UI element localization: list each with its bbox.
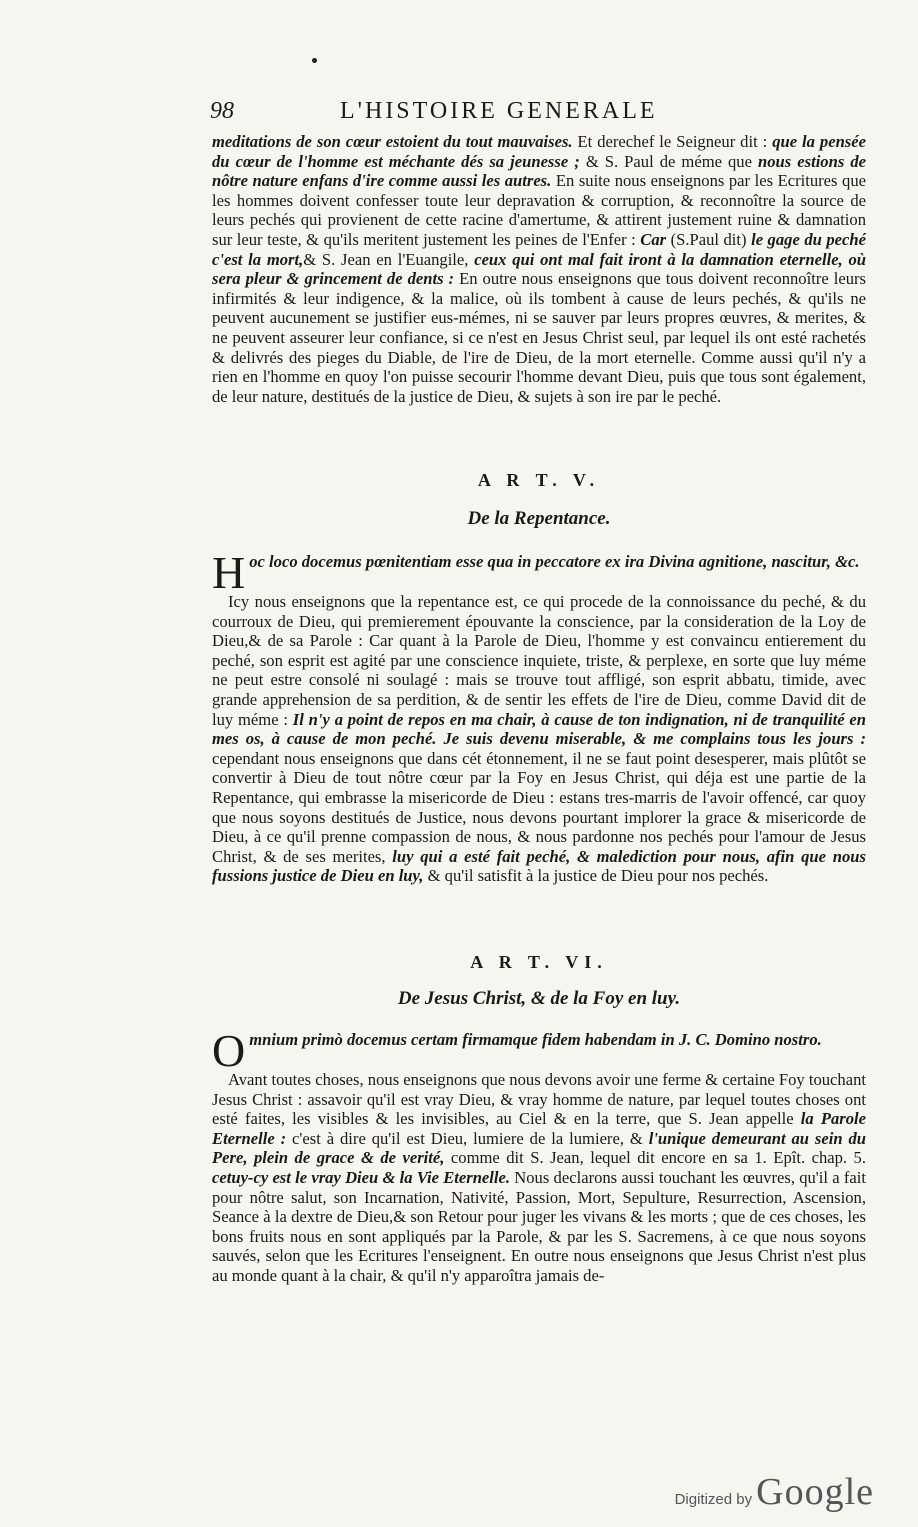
body-text: En outre nous enseignons que tous doivent reconnoître leurs infirmités & leur indigence, & la malice, où ils tombent à cause de leurs pechés, & qu'ils ne peuvent aucunement se justifier eus-mémes, ni se sauver par leurs propres œuvres, & merites, & ne peuvent asseurer leur confiance, si ce n'est en Jesus Christ seul, par lequel ils ont esté rachetés & delivrés des pieges du Diable, de l'ire de Dieu, de la mort eternelle. Comme aussi qu'il n'y a rien en l'homme en quoy l'on puisse secourir l'homme devant Dieu, puis que tous sont également, de leur nature, destitués de la justice de Dieu, & sujets à son ire par le peché. xyxy=(212,269,866,406)
running-title: L'HISTOIRE GENERALE xyxy=(340,98,658,124)
quote: ceux qui ont mal fait iront à la damnation eternelle, où sera pleur & grincement de dents : xyxy=(212,249,866,289)
google-logo: Google xyxy=(756,1471,874,1513)
watermark-prefix: Digitized by xyxy=(674,1491,753,1508)
body-text: & qu'il satisfit à la justice de Dieu pour nos pechés. xyxy=(423,866,769,886)
page-number: 98 xyxy=(210,98,234,124)
quote: que la pensée du cœur de l'homme est méchante dés sa jeunesse ; xyxy=(212,132,866,171)
quote: l'unique demeurant au sein du Pere, plein de grace & de verité, xyxy=(212,1128,866,1168)
article-6-heading: A R T. VI. xyxy=(470,952,608,972)
body-text: & S. Paul de méme que xyxy=(579,151,759,171)
article-6-latin: Omnium primò docemus certam firmamque fidem habendam in J. C. Domino nostro. xyxy=(212,1025,822,1076)
quote: cetuy-cy est le vray Dieu & la Vie Eternelle. xyxy=(212,1167,511,1187)
body-text: c'est à dire qu'il est Dieu, lumiere de la lumiere, & xyxy=(286,1128,649,1148)
article-5-title: De la Repentance. xyxy=(467,508,611,529)
drop-cap: O xyxy=(212,1025,246,1076)
quote: Il n'y a point de repos en ma chair, à cause de ton indignation, ni de tranquilité en mes os, à cause de mon peché. Je suis devenu miserable, & me complains tous les jours : xyxy=(212,709,866,749)
body-text: cependant nous enseignons que dans cét étonnement, il ne se faut point desesperer, mais plûtôt se convertir à Dieu de tout nôtre cœur par la Foy en Jesus Christ, qui déja est une partie de la Repentance, qui embrasse la misericorde de Dieu : estans tres-marris de l'avoir offencé, car quoy que nous soyons destitués de Justice, nous devons pourtant implorer la grace & misericorde de Dieu, à ce qu'il prenne compassion de nous, & nous pardonne nos pechés pour l'amour de Jesus Christ, & de ses merites, xyxy=(212,748,866,866)
body-text: Nous declarons aussi touchant les œuvres, qu'il a fait pour nôtre salut, son Incarnation, Nativité, Passion, Mort, Sepulture, Resurrection, Ascension, Seance à la dextre de Dieu,& son Retour pour juger les vivans & les morts ; que de ces choses, les bons fruits nous en sont appliqués par la Parole, & par les S. Sacremens, à ce que nous soyons sauvés, selon que les Ecritures l'enseignent. En outre nous enseignons que Jesus Christ n'est plus au monde quant à la chair, & qu'il n'y apparoîtra jamais de- xyxy=(212,1167,866,1285)
body-text: Et derechef le Seigneur dit : xyxy=(572,132,773,151)
digitized-watermark xyxy=(675,1470,874,1514)
quote: la Parole Eternelle : xyxy=(212,1109,866,1148)
quote: nous estions de nôtre nature enfans d'ire comme aussi les autres. xyxy=(212,151,866,191)
quote: Car xyxy=(640,229,667,249)
paragraph-top xyxy=(212,132,866,406)
article-5-body xyxy=(212,547,866,886)
body-text: Avant toutes choses, nous enseignons que nous devons avoir une ferme & certaine Foy touchant Jesus Christ : assavoir qu'il est vray Dieu, & vray homme de nature, par lequel toutes choses ont esté faites, les visibles & les invisibles, au Ciel & en la terre, que S. Jean appelle xyxy=(212,1070,866,1129)
body-text: En suite nous enseignons par les Ecritures que les hommes doivent confesser toute leur depravation & corruption, & reconnoître la source de leurs pechés qui provienent de cette racine d'amertume, & attirent justement ruine & damnation sur leur teste, & qu'ils meritent justement les peines de l'Enfer : xyxy=(212,171,866,249)
article-6-body xyxy=(212,1025,866,1286)
article-5-latin: Hoc loco docemus pœnitentiam esse qua in peccatore ex ira Divina agnitione, nascitur, &c. xyxy=(212,547,860,598)
page-header xyxy=(210,98,870,128)
quote: le gage du peché c'est la mort, xyxy=(212,229,866,269)
body-text: & S. Jean en l'Euangile, xyxy=(303,249,475,269)
article-6-title: De Jesus Christ, & de la Foy en luy. xyxy=(397,988,681,1009)
quote: luy qui a esté fait peché, & malediction pour nous, afin que nous fussions justice de Dieu en luy, xyxy=(212,846,866,886)
article-5-heading: A R T. V. xyxy=(477,470,601,490)
body-text: (S.Paul dit) xyxy=(666,229,752,249)
body-text: Icy nous enseignons que la repentance est, ce qui procede de la connoissance du peché, & du courroux de Dieu, qui premierement épouvante la conscience, par la consideration de la Loy de Dieu,& de sa Parole : Car quant à la Parole de Dieu, l'homme y est convaincu entierement du peché, son esprit est agité par une conscience inquiete, triste, & perplexe, en sorte que luy méme ne peut estre consolé ni soulagé : mais se trouve tout affligé, son esprit abbatu, timide, avec grande apprehension de sa perdition, & de sentir les effets de l'ire de Dieu, comme David dit de luy méme : xyxy=(212,592,866,729)
quote: meditations de son cœur estoient du tout mauvaises. xyxy=(212,132,573,151)
drop-cap: H xyxy=(212,547,246,598)
body-text: comme dit S. Jean, lequel dit encore en sa 1. Epît. chap. 5. xyxy=(444,1148,866,1168)
ink-speck xyxy=(312,58,317,63)
